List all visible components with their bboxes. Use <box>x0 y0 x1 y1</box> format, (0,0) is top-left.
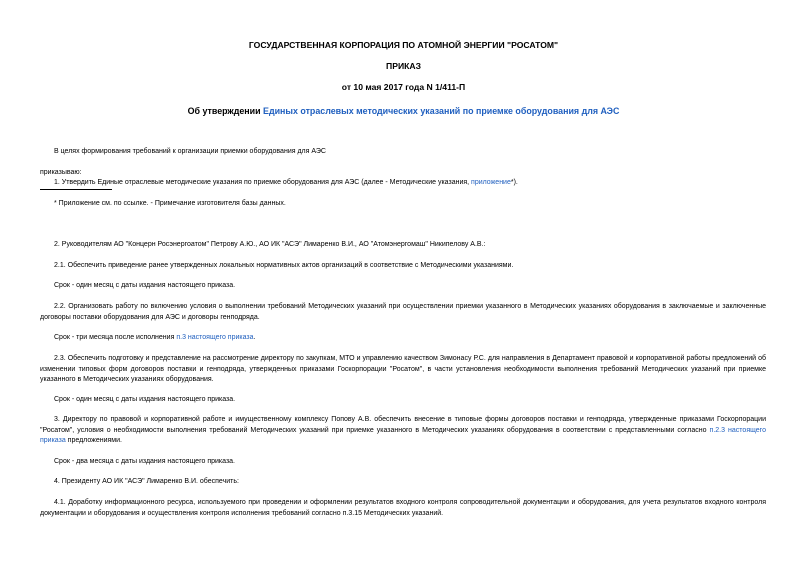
paragraph-2-2: 2.2. Организовать работу по включению условия о выполнении требований Методических указаний при осуществлении приемки указанного в Методических указаниях оборудования в заключаемые и заключенные договоры поставки оборудования для АЭС и договоры генподряда. <box>40 303 766 321</box>
paragraph-3 <box>40 415 766 447</box>
paragraph-3-end: предложениями. <box>65 437 122 444</box>
deadline-4: Срок - два месяца с даты издания настоящего приказа. <box>54 458 235 465</box>
deadline-2-text: Срок - три месяца после исполнения <box>54 334 177 341</box>
document-title <box>0 106 807 116</box>
document-type: ПРИКАЗ <box>386 61 421 71</box>
item-2-3-link[interactable]: п.2.3 настоящего приказа <box>40 426 766 444</box>
deadline-2 <box>54 333 255 344</box>
paragraph-4: 4. Президенту АО ИК "АСЭ" Лимаренко В.И. обеспечить: <box>54 478 239 485</box>
paragraph-2-3: 2.3. Обеспечить подготовку и представление на рассмотрение директору по закупкам, МТО и управлению качеством Зимонасу Р.С. для направления в Департамент правовой и корпоративной работы предложений об изменении типовых форм договоров поставки и генподряда, утвержденных приказами Госкорпорации "Росатом", в части установления необходимости выполнения требований Методических указаний при приемке указанного в Методических указаниях оборудования. <box>40 355 766 383</box>
paragraph-3-text: 3. Директору по правовой и корпоративной работе и имущественному комплексу Попову А.В. обеспечить внесение в типовые формы договоров поставки и генподряда, утвержденные приказами Госкорпорации "Росатом", условия о необходимости выполнения требований Методических указаний при приемке указанного в Методических указаниях оборудования в соответствии с представленными согласно <box>40 416 766 434</box>
paragraph-2-1: 2.1. Обеспечить приведение ранее утвержденных локальных нормативных актов организаций в соответствие с Методическими указаниями. <box>54 262 514 269</box>
title-prefix: Об утверждении <box>187 106 264 116</box>
paragraph-4-1: 4.1. Доработку информационного ресурса, используемого при проведении и оформлении результатов входного контроля сопроводительной документации и оборудования, для учета результатов входного контроля документации и оборудования и осуществления контроля исполнения требований согласно п.3.15 Методических указаний. <box>40 499 766 517</box>
deadline-2-end: . <box>253 334 256 341</box>
intro-paragraph: В целях формирования требований к организации приемки оборудования для АЭС <box>54 148 326 155</box>
paragraph-2: 2. Руководителям АО "Концерн Росэнергоатом" Петрову А.Ю., АО ИК "АСЭ" Лимаренко В.И., АО "Атомэнергомаш" Никипелову А.В.: <box>54 241 486 248</box>
footnote-divider <box>40 189 112 190</box>
order-word: приказываю: <box>40 169 82 176</box>
footnote: * Приложение см. по ссылке. - Примечание изготовителя базы данных. <box>54 200 286 207</box>
paragraph-1 <box>54 178 518 189</box>
paragraph-1-end: *). <box>510 179 518 186</box>
document-date-number: от 10 мая 2017 года N 1/411-П <box>341 82 466 92</box>
appendix-link[interactable]: приложение <box>471 179 511 186</box>
paragraph-1-text: 1. Утвердить Единые отраслевые методические указания по приемке оборудования для АЭС (далее - Методические указания, <box>54 179 472 186</box>
deadline-1: Срок - один месяц с даты издания настоящего приказа. <box>54 282 236 289</box>
organization-heading: ГОСУДАРСТВЕННАЯ КОРПОРАЦИЯ ПО АТОМНОЙ ЭНЕРГИИ "РОСАТОМ" <box>248 40 559 50</box>
deadline-3: Срок - один месяц с даты издания настоящего приказа. <box>54 396 236 403</box>
title-link[interactable]: Единых отраслевых методических указаний по приемке оборудования для АЭС <box>263 106 620 116</box>
item-3-link[interactable]: п.3 настоящего приказа <box>176 334 254 341</box>
